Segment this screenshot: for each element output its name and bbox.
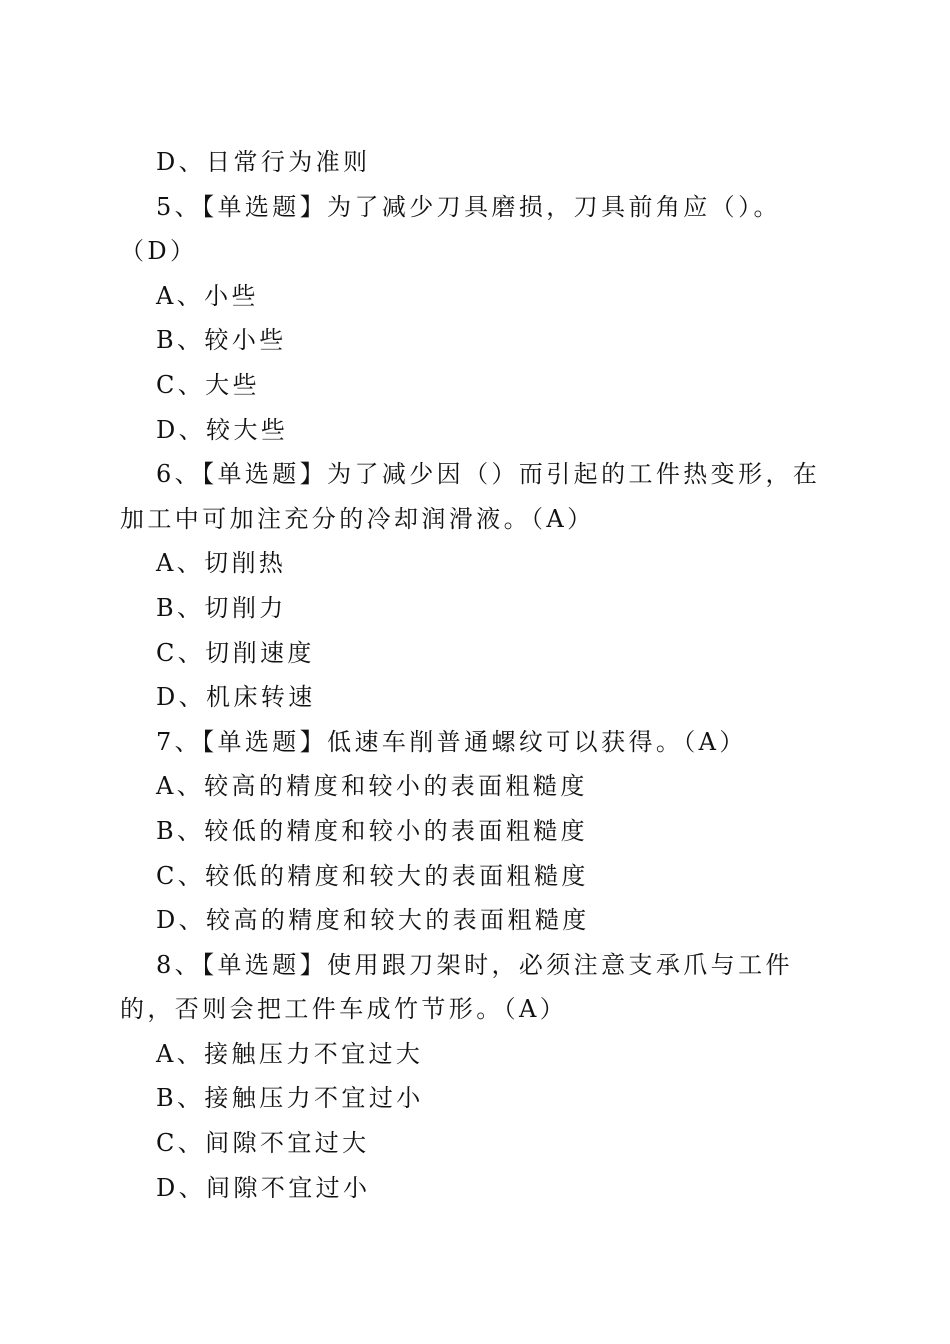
- option-a: A、切削热: [156, 549, 287, 578]
- option-d: D、较大些: [156, 415, 289, 444]
- option-d: D、较高的精度和较大的表面粗糙度: [156, 906, 590, 935]
- option-b: B、接触压力不宜过小: [156, 1084, 424, 1113]
- question-stem: 7、【单选题】低速车削普通螺纹可以获得。（A）: [156, 727, 747, 756]
- question-7: [120, 720, 832, 943]
- option-b: B、较低的精度和较小的表面粗糙度: [156, 816, 589, 845]
- option-c: C、较低的精度和较大的表面粗糙度: [156, 861, 589, 890]
- option-a: A、较高的精度和较小的表面粗糙度: [156, 772, 588, 801]
- option-b: B、较小些: [156, 326, 287, 355]
- option-a: A、小些: [156, 281, 259, 310]
- question-list: [120, 140, 832, 1210]
- question-8: [120, 943, 832, 1211]
- option-c: C、间隙不宜过大: [156, 1129, 370, 1158]
- option-a: A、接触压力不宜过大: [156, 1039, 424, 1068]
- option-c: C、大些: [156, 370, 260, 399]
- question-stem: 5、【单选题】为了减少刀具磨损，刀具前角应（）。（D）: [120, 192, 781, 266]
- question-stem: 8、【单选题】使用跟刀架时，必须注意支承爪与工件的，否则会把工件车成竹节形。（A）: [120, 950, 793, 1024]
- option-d: D、机床转速: [156, 683, 316, 712]
- question-5: [120, 185, 832, 453]
- option-b: B、切削力: [156, 593, 287, 622]
- option-d: D、日常行为准则: [156, 148, 371, 176]
- option-d: D、间隙不宜过小: [156, 1173, 371, 1202]
- question-stem: 6、【单选题】为了减少因（）而引起的工件热变形，在加工中可加注充分的冷却润滑液。（A）: [120, 460, 821, 533]
- question-6: [120, 452, 832, 720]
- option-c: C、切削速度: [156, 638, 315, 667]
